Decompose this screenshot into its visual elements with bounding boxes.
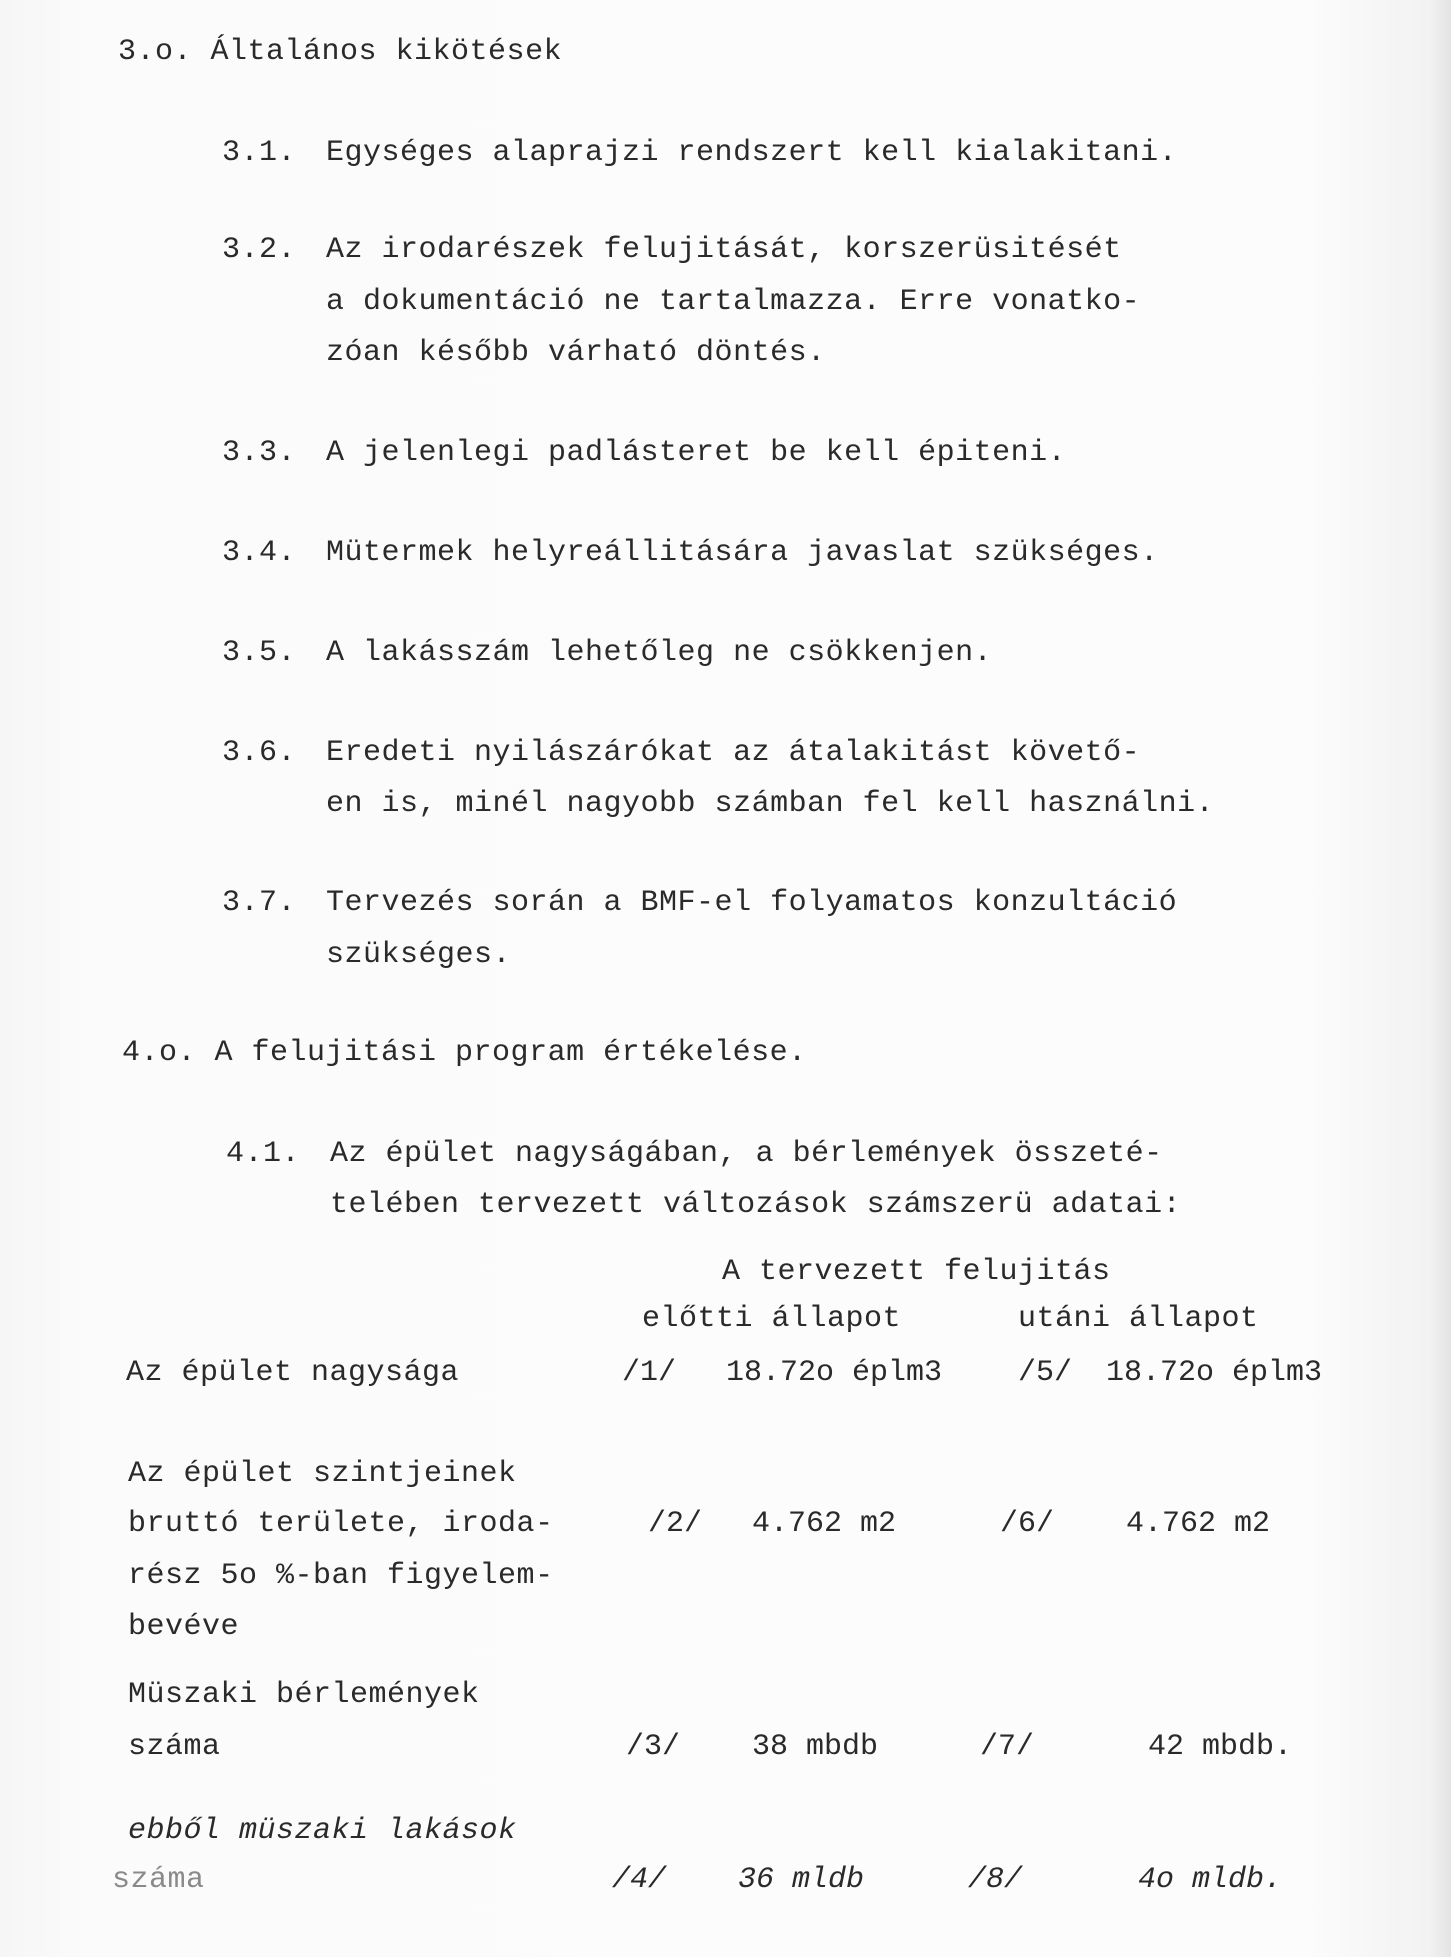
row-3-before-value: 38 mbdb bbox=[752, 1730, 879, 1764]
row-2-label-line-2: bruttó területe, iroda- bbox=[128, 1507, 554, 1541]
table-header-top: A tervezett felujitás bbox=[722, 1255, 1111, 1289]
row-1-label-line-1: Az épület nagysága bbox=[126, 1356, 460, 1390]
row-1-ref-before: /1/ bbox=[622, 1356, 677, 1390]
section-3-heading: 3.o. Általános kikötések bbox=[118, 35, 563, 69]
item-3-4-number: 3.4. bbox=[222, 536, 297, 570]
row-2-label-line-1: Az épület szintjeinek bbox=[128, 1457, 517, 1491]
item-4-1-line-1: Az épület nagyságában, a bérlemények összeté- bbox=[330, 1137, 1163, 1171]
row-2-ref-before: /2/ bbox=[648, 1507, 703, 1541]
row-1-ref-after: /5/ bbox=[1018, 1356, 1073, 1390]
row-2-label-line-4: bevéve bbox=[128, 1610, 240, 1644]
item-3-6-number: 3.6. bbox=[222, 736, 297, 770]
row-3-label-line-1: Müszaki bérlemények bbox=[128, 1678, 480, 1712]
item-3-2-line-2: a dokumentáció ne tartalmazza. Erre vonatko- bbox=[326, 285, 1141, 319]
row-4-ref-before: /4/ bbox=[612, 1863, 667, 1897]
item-3-6-line-2: en is, minél nagyobb számban fel kell használni. bbox=[326, 787, 1215, 821]
item-3-2-line-1: Az irodarészek felujitását, korszerüsitését bbox=[326, 233, 1122, 267]
item-3-7-line-2: szükséges. bbox=[326, 938, 512, 972]
row-2-before-value: 4.762 m2 bbox=[752, 1507, 897, 1541]
page-edge-shadow bbox=[1429, 0, 1451, 1957]
item-3-7-line-1: Tervezés során a BMF-el folyamatos konzultáció bbox=[326, 886, 1178, 920]
row-1-before-value: 18.72o éplm3 bbox=[726, 1356, 943, 1390]
table-header-after: utáni állapot bbox=[1018, 1302, 1259, 1336]
item-3-5-number: 3.5. bbox=[222, 636, 297, 670]
item-3-4-line-1: Mütermek helyreállitására javaslat szükséges. bbox=[326, 536, 1159, 570]
row-4-after-value: 4o mldb. bbox=[1138, 1863, 1283, 1897]
row-3-ref-after: /7/ bbox=[980, 1730, 1035, 1764]
row-1-after-value: 18.72o éplm3 bbox=[1106, 1356, 1323, 1390]
item-3-1-number: 3.1. bbox=[222, 136, 297, 170]
row-2-after-value: 4.762 m2 bbox=[1126, 1507, 1271, 1541]
row-4-label-line-2: száma bbox=[112, 1863, 205, 1897]
row-4-label-line-1: ebből müszaki lakások bbox=[128, 1814, 517, 1848]
item-3-2-number: 3.2. bbox=[222, 233, 297, 267]
table-header-before: előtti állapot bbox=[642, 1302, 902, 1336]
row-2-label-line-3: rész 5o %-ban figyelem- bbox=[128, 1559, 554, 1593]
item-3-2-line-3: zóan később várható döntés. bbox=[326, 336, 826, 370]
item-3-7-number: 3.7. bbox=[222, 886, 297, 920]
row-3-after-value: 42 mbdb. bbox=[1148, 1730, 1293, 1764]
item-3-3-number: 3.3. bbox=[222, 436, 297, 470]
item-3-5-line-1: A lakásszám lehetőleg ne csökkenjen. bbox=[326, 636, 993, 670]
item-3-1-line-1: Egységes alaprajzi rendszert kell kialakitani. bbox=[326, 136, 1178, 170]
row-3-label-line-2: száma bbox=[128, 1730, 221, 1764]
item-3-3-line-1: A jelenlegi padlásteret be kell épiteni. bbox=[326, 436, 1067, 470]
item-4-1-line-2: telében tervezett változások számszerü adatai: bbox=[330, 1188, 1182, 1222]
section-4-heading: 4.o. A felujitási program értékelése. bbox=[122, 1036, 807, 1070]
row-3-ref-before: /3/ bbox=[626, 1730, 681, 1764]
row-4-ref-after: /8/ bbox=[968, 1863, 1023, 1897]
item-4-1-number: 4.1. bbox=[226, 1137, 301, 1171]
row-4-before-value: 36 mldb bbox=[738, 1863, 865, 1897]
row-2-ref-after: /6/ bbox=[1000, 1507, 1055, 1541]
item-3-6-line-1: Eredeti nyilászárókat az átalakitást követő- bbox=[326, 736, 1141, 770]
